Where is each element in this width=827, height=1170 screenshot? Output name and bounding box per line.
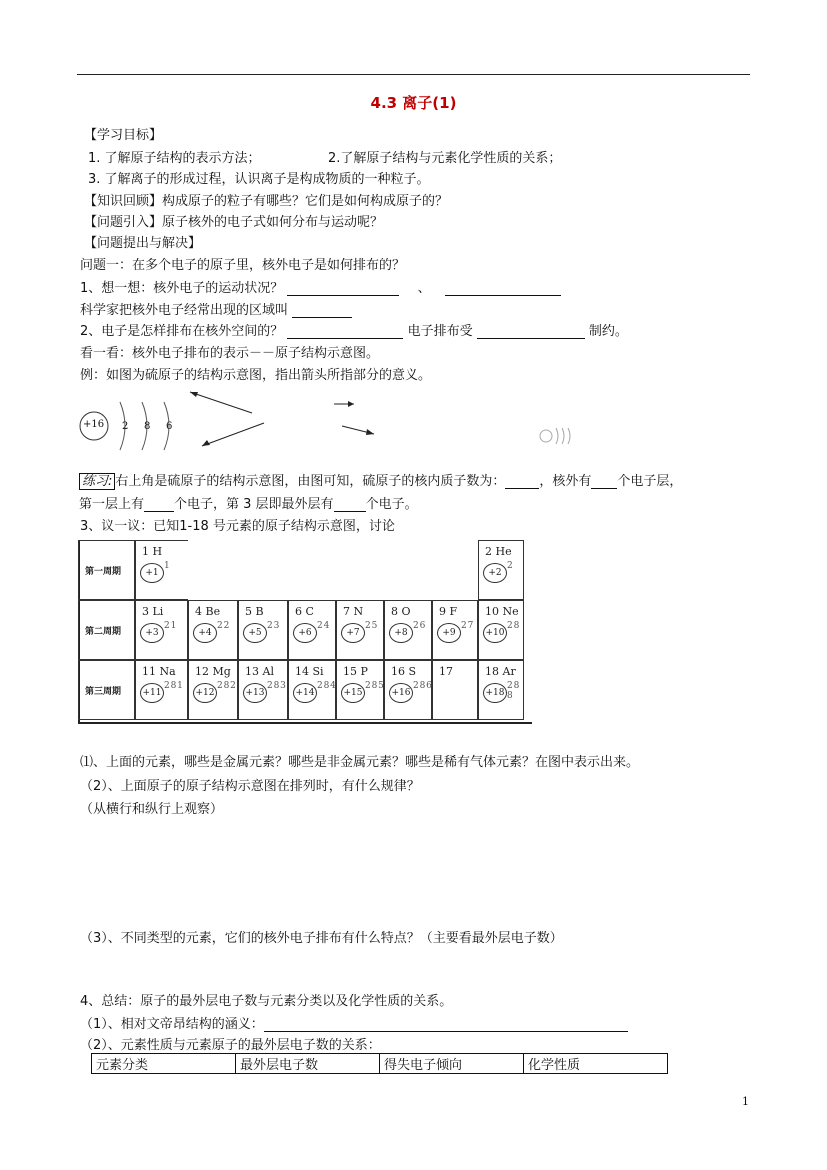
- practice-line-1: [79, 470, 682, 489]
- element-label: 15 P: [343, 665, 368, 678]
- element-cell: [336, 600, 384, 660]
- summary-heading: 4、总结：原子的最外层电子数与元素分类以及化学性质的关系。: [80, 994, 453, 1009]
- element-nucleus: +5: [243, 623, 267, 643]
- sulfur-nucleus: +16: [83, 419, 105, 430]
- blank-8[interactable]: [144, 498, 174, 512]
- element-label: 16 S: [391, 665, 417, 678]
- element-shells: 2 8 1: [164, 681, 182, 691]
- arrangement-line: [80, 320, 628, 339]
- element-shells: 2 6: [413, 621, 425, 631]
- element-cell: [478, 600, 524, 660]
- sulfur-shell-3: 6: [166, 421, 173, 432]
- practice-text-c: 个电子层，: [617, 474, 683, 489]
- element-shells: 2 8 6: [413, 681, 431, 691]
- element-label: 9 F: [439, 605, 458, 618]
- element-label: 2 He: [485, 545, 512, 558]
- goals-heading: 【学习目标】: [84, 128, 163, 143]
- region-text: 科学家把核外电子经常出现的区域叫: [80, 303, 289, 318]
- element-shells: 2 8: [507, 621, 519, 631]
- element-nucleus: +13: [243, 683, 267, 703]
- element-label: 6 C: [295, 605, 314, 618]
- element-shells: 2 8 8: [507, 681, 519, 701]
- sulfur-diagram: [76, 388, 596, 458]
- element-label: 17: [439, 665, 453, 678]
- element-label: 14 Si: [295, 665, 324, 678]
- blank-9[interactable]: [334, 498, 366, 512]
- header-rule: [77, 74, 750, 75]
- blank-1[interactable]: [287, 282, 399, 296]
- summary-2: （2）、元素性质与元素原子的最外层电子数的关系：: [80, 1038, 381, 1053]
- element-cell: [478, 540, 524, 600]
- element-label: 7 N: [343, 605, 364, 618]
- goal-2: 2.了解原子结构与元素化学性质的关系；: [328, 151, 562, 166]
- element-label: 18 Ar: [485, 665, 516, 678]
- element-nucleus: +1: [140, 563, 164, 583]
- sulfur-shell-1: 2: [122, 421, 129, 432]
- question-2: （2）、上面原子的原子结构示意图在排列时，有什么规律？: [80, 779, 420, 794]
- element-nucleus: +10: [483, 623, 507, 643]
- practice-text-e: 个电子，第 3 层即最外层有: [174, 497, 334, 512]
- sulfur-shell-2: 8: [144, 421, 151, 432]
- question-1: ⑴、上面的元素，哪些是金属元素？哪些是非金属元素？哪些是稀有气体元素？在图中表示出来。: [80, 755, 640, 770]
- element-cell: [432, 600, 478, 660]
- element-nucleus: +8: [389, 623, 413, 643]
- table-header-electron-tendency: 得失电子倾向: [380, 1054, 524, 1074]
- arrangement-text-b: 电子排布受: [407, 324, 473, 339]
- table-header-chemical-property: 化学性质: [524, 1054, 668, 1074]
- element-nucleus: +14: [293, 683, 317, 703]
- region-line: [80, 299, 352, 318]
- element-cell: [135, 600, 188, 660]
- element-shells: 2 8 5: [365, 681, 383, 691]
- element-shells: 2 5: [365, 621, 377, 631]
- element-cell: [135, 540, 188, 600]
- practice-text-f: 个电子。: [365, 497, 418, 512]
- element-nucleus: +16: [389, 683, 413, 703]
- element-nucleus: +4: [193, 623, 217, 643]
- element-label: 8 O: [391, 605, 411, 618]
- element-label: 13 Al: [245, 665, 274, 678]
- element-cell: [478, 660, 524, 720]
- practice-label: 练习:: [79, 473, 115, 490]
- element-cell: [384, 600, 432, 660]
- element-cell: [288, 660, 336, 720]
- element-nucleus: +15: [341, 683, 365, 703]
- element-shells: 2 1: [164, 621, 176, 631]
- arrangement-text-c: 制约。: [588, 324, 628, 339]
- element-label: 1 H: [142, 545, 163, 558]
- element-shells: 1: [164, 561, 169, 571]
- element-nucleus: +11: [140, 683, 164, 703]
- period-row-header: [78, 540, 135, 600]
- period-label: 第三周期: [85, 687, 122, 697]
- period-label: 第二周期: [85, 627, 122, 637]
- element-nucleus: +9: [437, 623, 461, 643]
- summary-1: [80, 1013, 628, 1032]
- element-nucleus: +7: [341, 623, 365, 643]
- think-line: [80, 277, 561, 296]
- element-shells: 2 7: [461, 621, 473, 631]
- question-3: （3）、不同类型的元素，它们的核外电子排布有什么特点？（主要看最外层电子数）: [80, 931, 563, 946]
- knowledge-review: 【知识回顾】构成原子的粒子有哪些？它们是如何构成原子的？: [84, 194, 449, 209]
- table-header-classification: 元素分类: [92, 1054, 236, 1074]
- blank-4[interactable]: [287, 325, 403, 339]
- blank-2[interactable]: [445, 282, 561, 296]
- blank-6[interactable]: [505, 475, 539, 489]
- element-cell: [188, 660, 238, 720]
- example-line: 例：如图为硫原子的结构示意图，指出箭头所指部分的意义。: [80, 368, 432, 383]
- element-nucleus: +3: [140, 623, 164, 643]
- arrangement-text: 2、电子是怎样排布在核外空间的？: [80, 324, 284, 339]
- think-sep: 、: [417, 281, 431, 296]
- look-line: 看一看：核外电子排布的表示－－原子结构示意图。: [80, 346, 380, 361]
- element-shells: 2 8 2: [217, 681, 235, 691]
- blank-5[interactable]: [477, 325, 585, 339]
- element-shells: 2 3: [267, 621, 279, 631]
- problem-intro: 【问题引入】原子核外的电子式如何分布与运动呢？: [84, 215, 384, 230]
- goal-1: 1. 了解原子结构的表示方法；: [88, 151, 261, 166]
- element-cell: [384, 660, 432, 720]
- practice-text-b: ，核外有: [539, 474, 592, 489]
- element-label: 5 B: [245, 605, 264, 618]
- period-label: 第一周期: [85, 567, 122, 577]
- problem-heading: 【问题提出与解决】: [84, 236, 202, 251]
- blank-3[interactable]: [292, 304, 352, 318]
- element-shells: 2 2: [217, 621, 229, 631]
- element-label: 12 Mg: [195, 665, 231, 678]
- blank-10[interactable]: [264, 1018, 628, 1032]
- element-nucleus: +6: [293, 623, 317, 643]
- element-cell: [238, 600, 288, 660]
- periodic-table: [78, 540, 532, 726]
- page-number: 1: [742, 1095, 749, 1108]
- discuss-line: 3、议一议：已知1-18 号元素的原子结构示意图，讨论: [80, 519, 395, 534]
- element-label: 11 Na: [142, 665, 176, 678]
- element-label: 4 Be: [195, 605, 221, 618]
- element-cell: [432, 660, 478, 720]
- question-one: 问题一：在多个电子的原子里，核外电子是如何排布的？: [80, 258, 406, 273]
- element-cell: [288, 600, 336, 660]
- element-shells: 2 8 4: [317, 681, 335, 691]
- page-title: 4.3 离子(1): [370, 94, 457, 112]
- table-header-outer-electrons: 最外层电子数: [236, 1054, 380, 1074]
- relation-table: [91, 1053, 668, 1074]
- element-shells: 2: [507, 561, 512, 571]
- element-cell: [238, 660, 288, 720]
- element-label: 3 Li: [142, 605, 164, 618]
- goal-3: 3. 了解离子的形成过程，认识离子是构成物质的一种粒子。: [88, 172, 430, 187]
- question-2-note: （从横行和纵行上观察）: [80, 802, 224, 817]
- element-label: 10 Ne: [485, 605, 519, 618]
- practice-text-a: 右上角是硫原子的结构示意图，由图可知，硫原子的核内质子数为：: [115, 474, 506, 489]
- summary-1-text: （1）、相对文帝昂结构的涵义：: [80, 1017, 264, 1032]
- think-text: 1、想一想：核外电子的运动状况？: [80, 281, 284, 296]
- element-cell: [135, 660, 188, 720]
- element-cell: [188, 600, 238, 660]
- element-shells: 2 8 3: [267, 681, 285, 691]
- practice-line-2: [79, 493, 418, 512]
- element-nucleus: +18: [483, 683, 507, 703]
- blank-7[interactable]: [591, 475, 617, 489]
- element-nucleus: +12: [193, 683, 217, 703]
- period-row-header: [78, 600, 135, 660]
- element-shells: 2 4: [317, 621, 329, 631]
- practice-text-d: 第一层上有: [79, 497, 145, 512]
- period-row-header: [78, 660, 135, 720]
- element-cell: [336, 660, 384, 720]
- element-nucleus: +2: [483, 563, 507, 583]
